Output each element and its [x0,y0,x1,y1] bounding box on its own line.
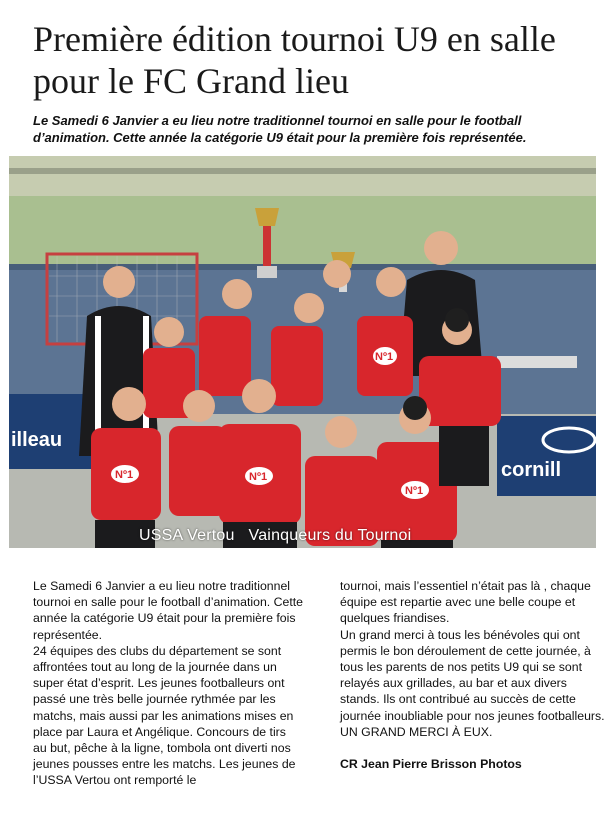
team-photo [9,156,596,548]
photo-credit: CR Jean Pierre Brisson Photos [340,757,522,772]
banner-text-right: cornill [501,459,562,481]
article-title: Première édition tournoi U9 en salle pour le FC Grand lieu [33,19,556,101]
article-lead: Le Samedi 6 Janvier a eu lieu notre traditionnel tournoi en salle pour le football d’animation. Cette année la catégorie U9 était pour la première fois représentée. [33,113,527,145]
body-paragraph: Le Samedi 6 Janvier a eu lieu notre traditionnel tournoi en salle pour le football d’animation. Cette année la catégorie U9 était pour la première fois représentée. [33,579,304,642]
body-paragraph: 24 équipes des clubs du département se sont affrontées tout au long de la journée dans un super état d’esprit. Les jeunes footballeurs ont passé une très belle journée rythmée par les matchs, mais aussi par les animations mises en place par Laura et Angélique. Concours de tirs au but, pêche à la ligne, tombola ont diverti nos jeunes pousses entre les matchs. Les jeunes de l’USSA Vertou ont remporté le [33,643,296,788]
banner-text-left: illeau [11,429,63,451]
article-body-right [340,578,608,772]
team-photo-illustration [9,156,596,548]
jersey-text: Nº1 [405,485,424,497]
body-paragraph: tournoi, mais l’essentiel n’était pas là , chaque équipe est repartie avec une belle coupe et quelques friandises. [340,579,591,626]
jersey-text: Nº1 [115,469,134,481]
body-paragraph: Un grand merci à tous les bénévoles qui ont permis le bon déroulement de cette journée, à tous les parents de nos petits U9 qui se sont relayés aux grillades, au bar et aux divers stands. Ils ont contribué au succès de cette journée inoubliable pour nos jeunes footballeurs. [340,627,605,723]
jersey-text: Nº1 [249,471,268,483]
photo-caption: USSA Vertou Vainqueurs du Tournoi [139,527,412,544]
jersey-text: Nº1 [375,351,394,363]
body-paragraph: UN GRAND MERCI À EUX. [340,724,493,739]
article-body-left [33,578,303,789]
